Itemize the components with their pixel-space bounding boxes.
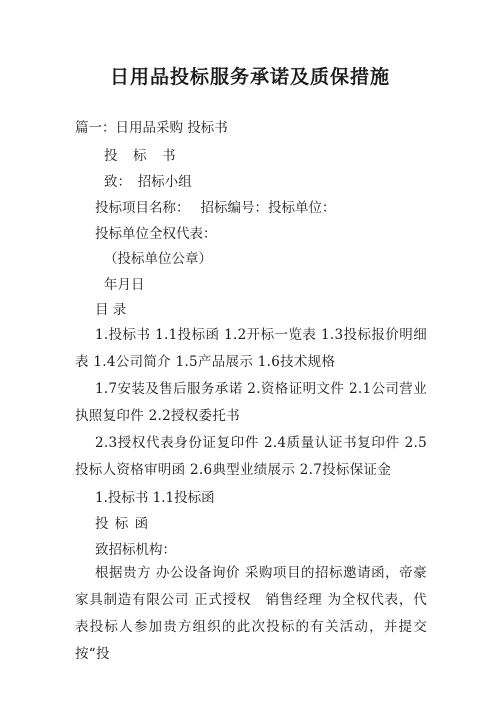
toc-entry: 2.3授权代表身份证复印件 2.4质量认证书复印件 2.5投标人资格审明函 2.6典型业绩展示 2.7投标保证金 (75, 435, 427, 478)
section-heading: 篇一：日用品采购 投标书 (75, 120, 228, 136)
body-paragraph: 根据贵方 办公设备询价 采购项目的招标邀请函，帝豪家具制造有限公司 正式授权 销售经理 为全权代表，代表投标人参加贵方组织的此次投标的有关活动，并提交按“投 (75, 565, 427, 662)
toc-entry: 1.7安装及售后服务承诺 2.资格证明文件 2.1公司营业执照复印件 2.2授权委托书 (75, 381, 427, 424)
bid-letter-heading: 投 标 函 (95, 516, 150, 532)
seal-line: （投标单位公章） (104, 251, 212, 267)
toc-entry: 1.投标书 1.1投标函 1.2开标一览表 1.3投标报价明细表 1.4公司简介 1.5产品展示 1.6技术规格 (75, 327, 427, 370)
document-title: 日用品投标服务承诺及质保措施 (109, 66, 390, 88)
bid-heading: 投 标 书 (104, 148, 177, 164)
project-info-line: 投标项目名称： 招标编号：投标单位： (95, 200, 336, 216)
addressee-line: 致招标机构： (95, 542, 176, 558)
recipient-line: 致： 招标小组 (104, 174, 192, 190)
toc-heading: 目 录 (95, 302, 127, 318)
representative-line: 投标单位全权代表： (95, 226, 217, 242)
subsection-line: 1.投标书 1.1投标函 (95, 490, 215, 506)
date-line: 年月日 (104, 277, 145, 293)
